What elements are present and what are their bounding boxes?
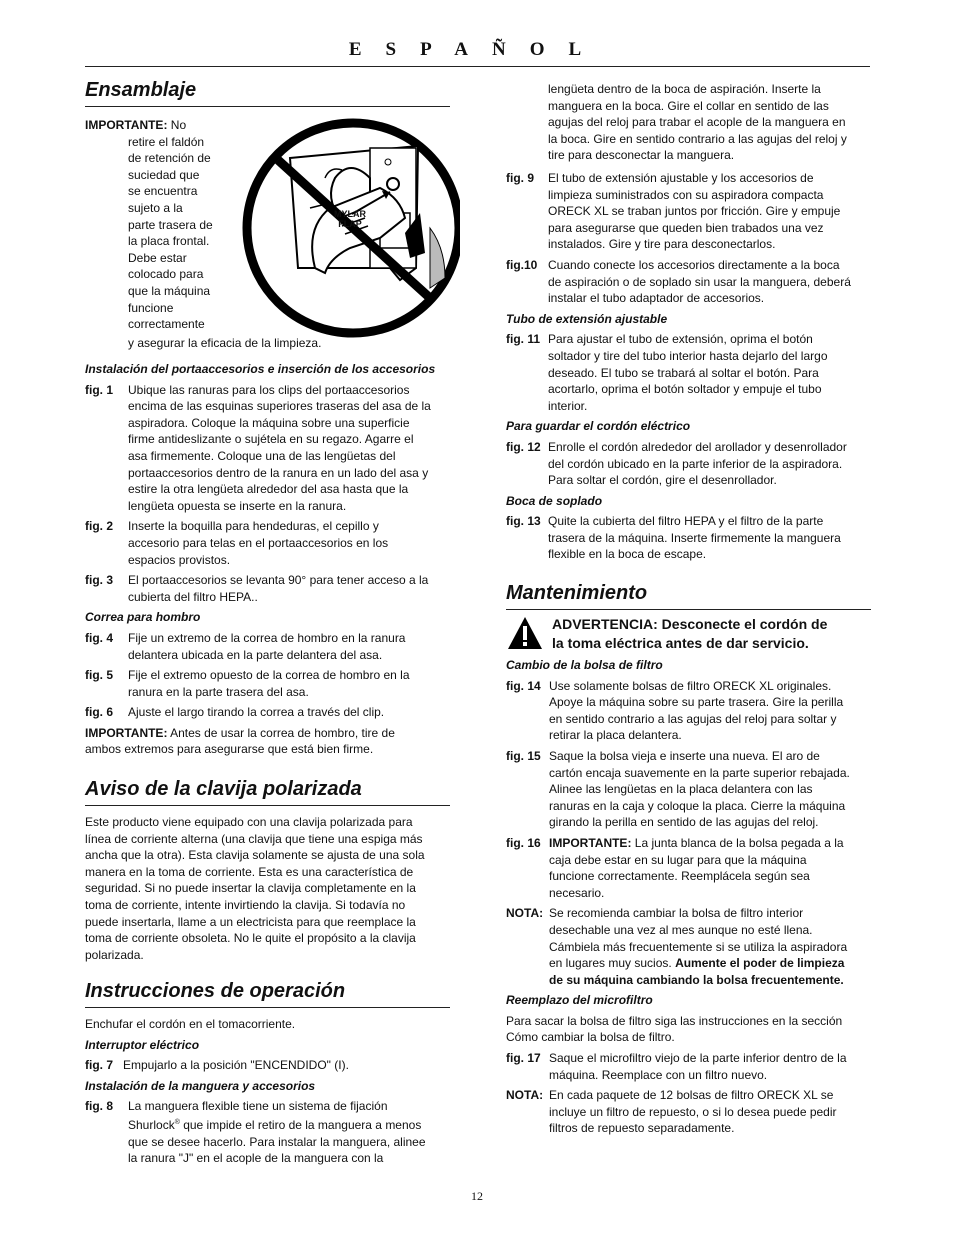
micro-paragraph	[506, 1013, 876, 1046]
fig12-text	[548, 439, 876, 489]
fig6-item	[85, 704, 455, 721]
fig3-line: cubierta del filtro HEPA..	[128, 589, 258, 604]
nota1-bold2: de su máquina cambiando la bolsa frecuentemente.	[549, 972, 844, 987]
nota1-plain: en lugares muy sucios.	[549, 956, 676, 971]
sub-micro: Reemplazo del microfiltro	[506, 993, 653, 1008]
micro-line: Para sacar la bolsa de filtro siga las instrucciones en la sección	[506, 1013, 843, 1028]
fig2-item	[85, 518, 455, 568]
fig11-item	[506, 331, 876, 414]
fig11-line: interior.	[548, 398, 588, 413]
fig4-line: delantera ubicada en la parte delantera del asa.	[128, 647, 383, 662]
registered-mark: ®	[174, 1118, 180, 1126]
fig5-line: ranura en la parte trasera del asa.	[128, 684, 309, 699]
fig1-line: aspiradora. Coloque la máquina sobre una superficie	[128, 415, 410, 430]
fig9-line: para asegurarse que queden bien trabados una vez	[548, 220, 824, 235]
fig10-line: instalar el tubo adaptador de accesorios.	[548, 291, 765, 306]
fig3-line: El portaaccesorios se levanta 90° para tener acceso a la	[128, 573, 429, 588]
fig10-label: fig.10	[506, 257, 538, 272]
fig15-text	[549, 748, 876, 831]
importante-block	[85, 117, 225, 333]
nota1-line: desechable una vez al mes aunque no esté llena.	[549, 922, 813, 937]
imp-lines-line: funcione	[128, 300, 174, 315]
mylar-flap-illustration	[230, 118, 460, 340]
fig9-line: El tubo de extensión ajustable y los accesorios de	[548, 171, 814, 185]
fig10-line: Cuando conecte los accesorios directamente a la boca	[548, 257, 840, 272]
cont-line: la boca. Gire en sentido contrario a las agujas del reloj y	[548, 131, 847, 146]
fig15-line: cartón encaja suavemente en la parte superior rebajada.	[549, 765, 850, 780]
fig15-line: Saque la bolsa vieja e inserte una nueva. El aro de	[549, 748, 820, 763]
fig8-label: fig. 8	[85, 1099, 114, 1114]
fig8-line2	[128, 1115, 455, 1134]
fig1-line: encima de las esquinas superiores traseras del asa de la	[128, 399, 431, 414]
fig13-line: trasera de la máquina. Inserte firmemente la manguera	[548, 530, 841, 545]
nota2-line: filtros de repuesto separadamente.	[549, 1121, 735, 1136]
fig7-label: fig. 7	[85, 1058, 114, 1073]
no-remove-flap-icon	[230, 118, 460, 340]
fig1-line: estire la otra lengüeta alrededor del asa hasta que la	[128, 482, 409, 497]
fig14-text	[549, 678, 876, 744]
instrucciones-section	[85, 1016, 455, 1167]
fig9-text	[548, 170, 876, 253]
aviso-title: Aviso de la clavija polarizada	[85, 777, 450, 806]
warning-line2: la toma eléctrica antes de dar servicio.	[552, 635, 809, 651]
imp-lines-line: se encuentra	[128, 184, 198, 199]
aviso-paragraph	[85, 814, 455, 963]
importante-last-line: y asegurar la eficacia de la limpieza.	[128, 336, 322, 350]
aviso-line: seguridad. Si no puede insertar la clavija completamente en la	[85, 881, 416, 896]
fig16-label: fig. 16	[506, 835, 541, 850]
imp-lines-line: colocado para	[128, 267, 204, 282]
fig13-line: flexible en la boca de escape.	[548, 547, 707, 562]
right-figs-a	[506, 170, 876, 563]
importante-text: No	[170, 118, 187, 132]
fig4-line: Fije un extremo de la correa de hombro en la ranura	[128, 630, 406, 645]
fig16-more	[549, 852, 876, 902]
fig12-line: del cordón ubicado en la parte inferior de la aspiradora.	[548, 456, 843, 471]
fig13-text	[548, 513, 876, 563]
warning-block	[506, 615, 876, 653]
fig16-item	[506, 835, 876, 901]
cont-line: agujas del reloj para trabar el acople de la manguera en	[548, 115, 846, 130]
imp-lines-line: retire el faldón	[128, 134, 205, 149]
fig17-text	[549, 1050, 876, 1083]
fig14-line: en sentido contrario a las agujas del reloj para soltar y	[549, 711, 837, 726]
fig5-item	[85, 667, 455, 700]
fig3-label: fig. 3	[85, 573, 114, 588]
nota1-lines	[549, 905, 876, 955]
fig17-label: fig. 17	[506, 1051, 541, 1066]
fig16-first: La junta blanca de la bolsa pegada a la	[631, 835, 844, 850]
ensamblaje-title: Ensamblaje	[85, 78, 450, 107]
fig7-text: Empujarlo a la posición "ENCENDIDO" (I).	[123, 1058, 349, 1073]
warning-triangle-icon	[506, 615, 544, 651]
fig12-line: Para soltar el cordón, gire el desenrollador.	[548, 473, 777, 488]
sub-cordon: Para guardar el cordón eléctrico	[506, 419, 691, 434]
fig13-label: fig. 13	[506, 514, 541, 529]
fig6-line: Ajuste el largo tirando la correa a través del clip.	[128, 705, 385, 720]
imp-lines-line: la placa frontal.	[128, 234, 210, 249]
fig17-item	[506, 1050, 876, 1083]
imp-lines-line: que la máquina	[128, 283, 211, 298]
fig10-text	[548, 257, 876, 307]
shurlock-text: Shurlock	[128, 1117, 175, 1132]
fig12-line: Enrolle el cordón alrededor del arollador y desenrollador	[548, 439, 847, 454]
fig8-continuation	[548, 81, 878, 164]
aviso-line: polarizada.	[85, 947, 144, 962]
fig1-item	[85, 382, 455, 515]
sub-portaaccesorios: Instalación del portaaccesorios e inserción de los accesorios	[85, 362, 436, 376]
nota1-item	[506, 905, 876, 988]
mylar-flap-label	[328, 209, 372, 229]
nota2-line: En cada paquete de 12 bolsas de filtro ORECK XL se	[549, 1088, 834, 1103]
fig8-line: que se desee hacerlo. Para instalar la manguera, alinee	[128, 1134, 426, 1149]
aviso-line: manera en la toma de corriente. Esta es una característica de	[85, 864, 414, 879]
page-number: 12	[471, 1189, 483, 1203]
fig15-line: girando la perilla en sentido de las agujas del reloj.	[549, 815, 819, 830]
fig8-line: la ranura "J" en el acople de la manguera con la	[128, 1151, 384, 1166]
fig14-line: Apoye la máquina sobre su parte trasera. Gire la perilla	[549, 695, 844, 710]
importante2-second: ambos extremos para asegurarse que está bien firme.	[85, 742, 374, 757]
fig2-line: espacios provistos.	[128, 552, 231, 567]
nota1-bold1: Aumente el poder de limpieza	[675, 956, 845, 971]
fig8-line2-rest: que impide el retiro de la manguera a menos	[179, 1117, 422, 1132]
sub-tubo: Tubo de extensión ajustable	[506, 311, 668, 326]
imp-lines-line: parte trasera de	[128, 217, 213, 232]
fig9-label: fig. 9	[506, 171, 535, 185]
fig1-label: fig. 1	[85, 382, 114, 397]
aviso-line: puede insertarla, llame a un electricista para que reemplace la	[85, 914, 416, 929]
nota1-line: Cámbiela más frecuentemente si se utiliza la aspiradora	[549, 939, 848, 954]
sub-interruptor: Interruptor eléctrico	[85, 1037, 200, 1052]
cont-line: manguera en la boca. Gire el collar en sentido de las	[548, 98, 829, 113]
fig16-line1	[549, 835, 876, 852]
fig10-item	[506, 257, 876, 307]
instrucciones-title: Instrucciones de operación	[85, 979, 450, 1008]
nota1-line: Se recomienda cambiar la bolsa de filtro interior	[549, 906, 804, 921]
fig16-line: caja debe estar en su lugar para que la máquina	[549, 852, 807, 867]
fig1-line: portaaccesorios dentro de la ranura en un lado del asa y	[128, 465, 429, 480]
nota2-text	[549, 1087, 876, 1137]
fig11-line: acortarlo, oprima el botón soltador y empuje el tubo	[548, 382, 822, 397]
fig16-line: necesario.	[549, 885, 605, 900]
imp-lines-line: de retención de	[128, 151, 211, 166]
fig4-label: fig. 4	[85, 630, 114, 645]
aviso-line: línea de corriente alterna (una clavija que tiene una espiga más	[85, 831, 423, 846]
enchufar-text: Enchufar el cordón en el tomacorriente.	[85, 1017, 296, 1031]
header-rule	[85, 66, 870, 67]
fig9-line: ORECK XL se traban juntos por fricción. Gire y empuje	[548, 204, 841, 219]
importante2-first: Antes de usar la correa de hombro, tire de	[170, 725, 395, 740]
imp-lines-line: sujeto a la	[128, 200, 183, 215]
fig1-line: firme antideslizante o sujétela en su regazo. Agarre el	[128, 432, 414, 447]
fig12-label: fig. 12	[506, 439, 541, 454]
fig4-item	[85, 630, 455, 663]
aviso-line: Este producto viene equipado con una clavija polarizada para	[85, 815, 413, 829]
mylar-label: MYLAR	[334, 209, 366, 219]
nota2-item	[506, 1087, 876, 1137]
imp-lines-line: correctamente	[128, 317, 205, 332]
fig5-line: Fije el extremo opuesto de la correa de hombro en la	[128, 668, 410, 683]
micro-line: Cómo cambiar la bolsa de filtro.	[506, 1030, 675, 1045]
fig16-importante: IMPORTANTE:	[549, 835, 632, 850]
aviso-line: toma de corriente, intente invirtiendo la clavija. Si todavía no	[85, 897, 406, 912]
sub-correa: Correa para hombro	[85, 610, 201, 625]
cont-line: tire para desconectar la manguera.	[548, 148, 735, 163]
nota1-text	[549, 905, 876, 988]
fig9-line: instalados. Gire y tire para desconectarlos.	[548, 237, 776, 252]
importante-lines	[85, 134, 225, 333]
imp-lines-line: Debe estar	[128, 250, 187, 265]
fig11-line: Para ajustar el tubo de extensión, oprima el botón	[548, 332, 813, 347]
fig1-text	[128, 382, 455, 515]
fig2-label: fig. 2	[85, 519, 114, 534]
fig9-item	[506, 170, 876, 253]
nota2-label: NOTA:	[506, 1088, 544, 1103]
fig4-text	[128, 630, 455, 663]
fig3-text	[128, 572, 455, 605]
fig1-line: asa firmemente. Coloque una de las lengüetas del	[128, 448, 396, 463]
fig16-text	[549, 835, 876, 901]
fig8-text	[128, 1098, 455, 1166]
fig5-text	[128, 667, 455, 700]
fig14-item	[506, 678, 876, 744]
sub-bolsa: Cambio de la bolsa de filtro	[506, 658, 663, 672]
language-header: ESPAÑOL	[348, 39, 606, 60]
sub-manguera: Instalación de la manguera y accesorios	[85, 1078, 316, 1093]
fig2-text	[128, 518, 455, 568]
fig14-line: Use solamente bolsas de filtro ORECK XL originales.	[549, 678, 832, 693]
fig8-line1: La manguera flexible tiene un sistema de fijación	[128, 1099, 388, 1114]
fig6-text	[128, 704, 455, 721]
fig2-line: Inserte la boquilla para hendeduras, el cepillo y	[128, 519, 379, 534]
imp-lines-line: suciedad que	[128, 167, 200, 182]
fig1-line: lengüeta opuesta se inserte en la ranura.	[128, 498, 347, 513]
sub-soplado: Boca de soplado	[506, 493, 603, 508]
fig12-item	[506, 439, 876, 489]
fig17-line: máquina. Reemplace con un filtro nuevo.	[549, 1067, 768, 1082]
warning-line1: ADVERTENCIA: Desconecte el cordón de	[552, 616, 828, 632]
flap-label: FLAP	[338, 219, 362, 229]
fig8-more	[128, 1134, 455, 1167]
right-figs-b	[506, 657, 876, 1137]
importante-label: IMPORTANTE:	[85, 118, 168, 132]
fig9-line: limpieza suministrados con su aspiradora compacta	[548, 187, 824, 202]
fig10-line: de aspiración o de soplado sin usar la manguera, deberá	[548, 274, 851, 289]
fig14-line: retirar la placa delantera.	[549, 728, 682, 743]
importante2-label: IMPORTANTE:	[85, 725, 168, 740]
fig11-label: fig. 11	[506, 332, 541, 347]
fig8-item	[85, 1098, 455, 1166]
fig17-line: Saque el microfiltro viejo de la parte inferior dentro de la	[549, 1051, 847, 1066]
aviso-line: toma de corriente obsoleta. No le quite el propósito a la clavija	[85, 931, 416, 946]
fig6-label: fig. 6	[85, 705, 114, 720]
fig13-line: Quite la cubierta del filtro HEPA y el filtro de la parte	[548, 514, 824, 529]
fig2-line: accesorio para telas en el portaaccesorios en los	[128, 535, 389, 550]
portaaccesorios-section	[85, 361, 455, 758]
nota1-line4	[549, 955, 876, 972]
fig14-label: fig. 14	[506, 678, 541, 693]
fig15-label: fig. 15	[506, 748, 541, 763]
fig11-line: soltador y tire del tubo interior hasta dejarlo del largo	[548, 348, 828, 363]
fig5-label: fig. 5	[85, 668, 114, 683]
fig15-line: ranuras en la caja y coloque la placa. Cierre la máquina	[549, 798, 846, 813]
importante2-line1	[85, 725, 455, 742]
fig13-item	[506, 513, 876, 563]
fig7-item	[85, 1057, 455, 1074]
aviso-line: ancha que la otra). Esta clavija solamente se ajusta de una sola	[85, 848, 425, 863]
fig15-line: Alinee las lengüetas en la placa delantera con las	[549, 782, 813, 797]
fig15-item	[506, 748, 876, 831]
fig3-item	[85, 572, 455, 605]
fig1-line: Ubique las ranuras para los clips del portaaccesorios	[128, 382, 410, 397]
cont-line: lengüeta dentro de la boca de aspiración. Inserte la	[548, 82, 821, 96]
fig11-line: deseado. El tubo se trabará al soltar el botón. Para	[548, 365, 819, 380]
fig11-text	[548, 331, 876, 414]
mantenimiento-title: Mantenimiento	[506, 581, 871, 610]
fig16-line: funcione correctamente. Reemplácela según sea	[549, 869, 810, 884]
nota2-line: incluye un filtro de repuesto, o si lo desea puede pedir	[549, 1104, 837, 1119]
nota1-label: NOTA:	[506, 906, 544, 921]
warning-text	[552, 615, 827, 653]
